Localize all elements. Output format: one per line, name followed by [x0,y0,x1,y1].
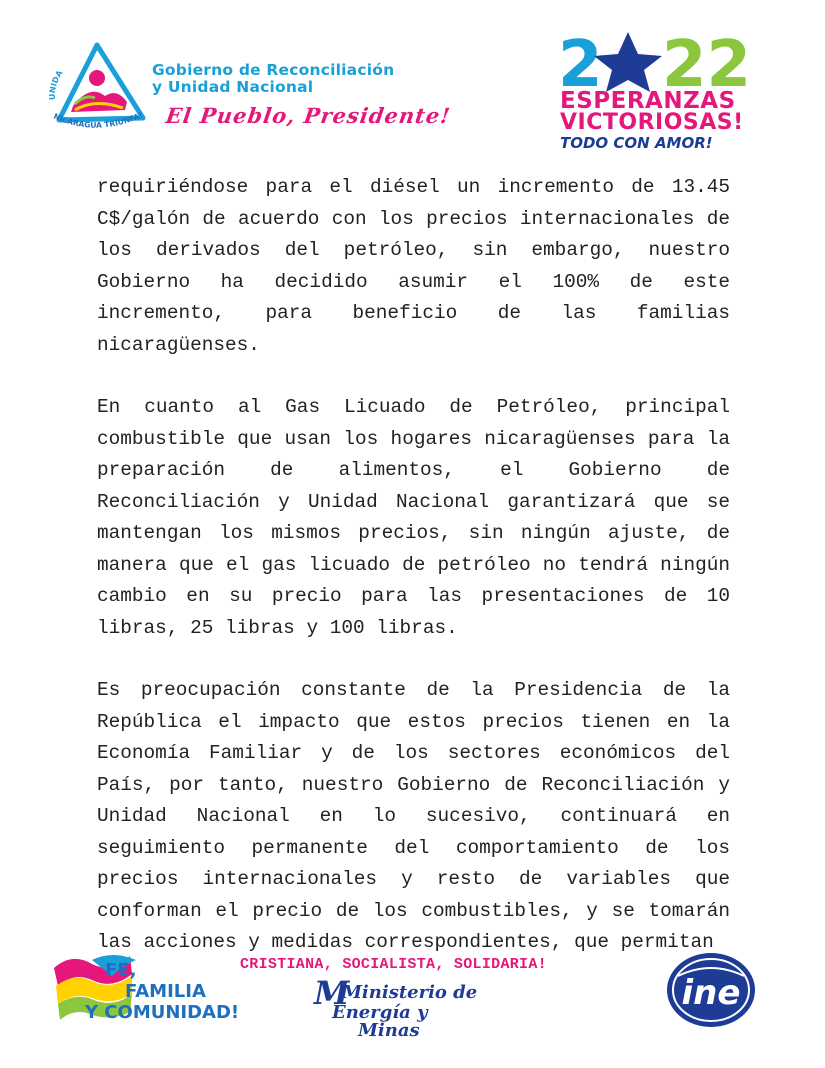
fe-line-3: Y COMUNIDAD! [85,1002,240,1023]
paragraph-1: requiriéndose para el diésel un incremento de 13.45 C$/galón de acuerdo con los precios internacionales de los derivados del petróleo, sin embargo, nuestro Gobierno ha decidido asumir el 100% de este incremento, para beneficio de las familias nicaragüenses. [97,176,730,356]
year-graphic [558,30,758,92]
logo-arc-bottom: NICARAGUA TRIUNFA! [52,110,144,130]
gobierno-logo [45,40,155,135]
gov-line-1: Gobierno de Reconciliación [152,61,395,79]
mem-line-2: Energía y [332,1002,428,1023]
fe-familia-text [85,960,239,1023]
star-icon [594,32,662,92]
mem-logo [312,978,542,1040]
ine-text: ine [681,973,741,1013]
paragraph-3: Es preocupación constante de la Presidencia de la República el impacto que estos precios tienen en la Economía Familiar y de los sectores económicos del País, por tanto, nuestro Gobierno de Reconciliación y Unidad Nacional en lo sucesivo, continuará en seguimiento permanente del comportamiento de los precios internacionales y resto de variables que conforman el precio de los combustibles, y se tomarán las acciones y medidas correspondientes, que permitan [97,679,730,953]
todo-con-amor-text: TODO CON AMOR! [560,134,713,152]
gov-line-2: y Unidad Nacional [152,78,314,96]
mem-line-1: Ministerio de [342,982,478,1003]
logo-2022 [558,30,758,150]
ine-logo [664,950,759,1030]
slogan: El Pueblo, Presidente! [164,103,453,128]
document-body [97,172,730,959]
year-left: 2 [558,30,603,92]
logo-arc-top: UNIDA [47,68,65,101]
sun-icon [89,70,105,86]
victoriosas-text: VICTORIOSAS! [560,110,744,135]
government-heading [152,62,451,128]
fe-line-2: FAMILIA [125,981,206,1002]
year-right: 22 [662,30,752,92]
paragraph-2: En cuanto al Gas Licuado de Petróleo, principal combustible que usan los hogares nicaragüenses para la preparación de alimentos, el Gobierno de Reconciliación y Unidad Nacional garantizará que se mantengan los mismos precios, sin ningún ajuste, de manera que el gas licuado de petróleo no tendrá ningún cambio en su precio para las presentaciones de 10 libras, 25 libras y 100 libras. [97,396,730,639]
motto: CRISTIANA, SOCIALISTA, SOLIDARIA! [240,956,547,973]
svg-text:UNIDA [48,68,65,100]
fe-line-1: FE, [105,960,137,981]
esperanzas-text: ESPERANZAS [560,88,736,114]
mem-line-3: Minas [358,1020,420,1040]
svg-text:M: M [314,978,350,1012]
